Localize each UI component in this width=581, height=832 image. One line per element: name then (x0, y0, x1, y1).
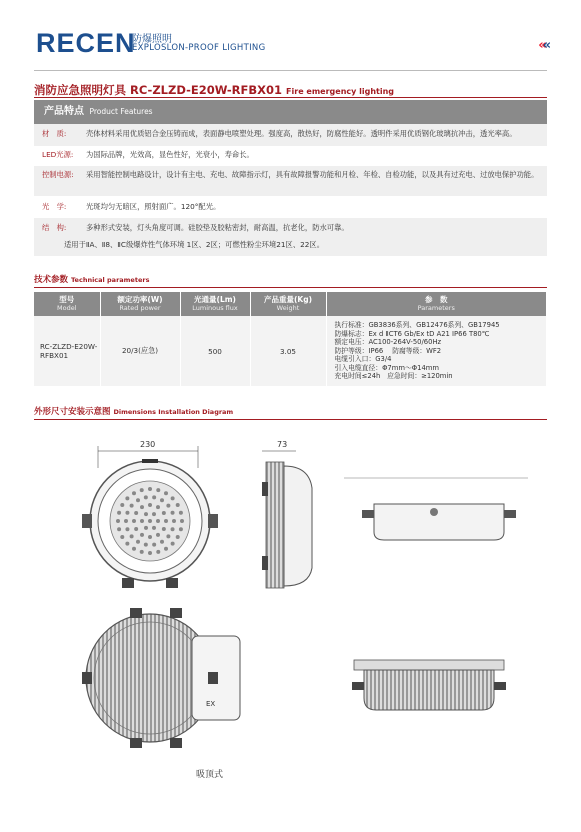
led-dot (125, 527, 129, 531)
feature-text: 为国际品牌，光效高，显色性好，光衰小，寿命长。 (86, 150, 254, 159)
feature-label: 材 质: (42, 129, 67, 138)
led-dot (164, 547, 168, 551)
led-dot (144, 512, 148, 516)
tech-title-cn: 技术参数 (34, 275, 69, 285)
side-view-drawing (262, 440, 312, 588)
led-dot (148, 519, 152, 523)
led-dot (148, 551, 152, 555)
led-dot (148, 503, 152, 507)
led-dot (144, 526, 148, 530)
spec-line: 充电时间≤24h 应急时间：≥120min (334, 372, 453, 381)
led-dot (125, 496, 129, 500)
led-dot (171, 511, 175, 515)
dimension-drawings (34, 428, 547, 788)
features-heading-cn: 产品特点 (44, 106, 84, 117)
led-dot (136, 498, 140, 502)
led-dot (164, 491, 168, 495)
led-dot (124, 519, 128, 523)
feature-text: 适用于ⅡA、Ⅱ8、ⅡC级爆炸性气体环境 1区、2区；可燃性粉尘环境21区、22区。 (64, 240, 324, 249)
led-dot (160, 540, 164, 544)
led-dot (132, 491, 136, 495)
spec-line: 执行标准：GB3836系列、GB12476系列、GB17945 (334, 321, 500, 330)
product-title-en: Fire emergency lighting (286, 87, 395, 96)
feature-text: 采用智能控制电路设计，设计有主电、充电、故障指示灯，具有故障报警功能和月检、年检、自检功能，以及具有过充电、过放电保护功能。 (86, 170, 539, 179)
led-dot (179, 527, 183, 531)
page-header (0, 0, 581, 72)
tech-params-title (34, 273, 149, 285)
pendant-view-drawing (344, 478, 528, 540)
spec-line: 防护等级：IP66 防腐等级：WF2 (334, 346, 442, 355)
led-dot (180, 519, 184, 523)
tech-params-table (34, 292, 547, 386)
led-dot (120, 503, 124, 507)
led-dot (148, 487, 152, 491)
product-title-cn: 消防应急照明灯具 RC-ZLZD-E20W-RFBX01 (34, 83, 283, 97)
led-dot (140, 488, 144, 492)
tech-title-en: Technical parameters (70, 276, 150, 284)
led-dot (140, 533, 144, 537)
front-view-drawing (82, 440, 218, 588)
spec-line: 额定电压：AC100-264V-50/60Hz (334, 338, 442, 347)
led-dot (156, 550, 160, 554)
led-dot (152, 543, 156, 547)
feature-text: 光斑均匀无暗区，照射面广。120°配光。 (86, 202, 221, 211)
table-header-row (34, 292, 547, 316)
led-dot (125, 511, 129, 515)
features-heading-en: Product Features (89, 107, 153, 116)
dimensions-title-cn: 外形尺寸安装示意图 (34, 407, 111, 417)
led-dot (156, 519, 160, 523)
led-dot (179, 511, 183, 515)
column-header: 型号 Model (34, 292, 100, 316)
led-dot (134, 511, 138, 515)
led-dot (166, 504, 170, 508)
column-header: 产品重量(Kg) Weight (250, 292, 326, 316)
chevron-left-icon: «« (538, 38, 547, 53)
led-dot (156, 488, 160, 492)
tech-title-rule (34, 287, 547, 288)
led-dot (152, 495, 156, 499)
dimensions-title-en: Dimensions Installation Diagram (113, 408, 234, 416)
ceiling-mount-drawing (352, 660, 506, 710)
led-dot (136, 540, 140, 544)
led-dot (148, 535, 152, 539)
led-dot (144, 543, 148, 547)
header-divider (34, 70, 547, 71)
led-dot (176, 535, 180, 539)
table-row (34, 316, 547, 386)
back-view-drawing (82, 608, 240, 748)
led-dot (164, 519, 168, 523)
spec-line: 电缆引入口：G3/4 (334, 355, 392, 364)
feature-row (34, 124, 547, 146)
width-dimension-label: 230 (140, 440, 156, 449)
led-dot (125, 542, 129, 546)
cell-specs (326, 316, 547, 386)
feature-label: 结 构: (42, 223, 67, 232)
feature-row (34, 198, 547, 218)
led-dot (132, 547, 136, 551)
feature-row (34, 166, 547, 196)
feature-text: 多种形式安装，灯头角度可调。硅胶垫及胶粘密封，耐高温，抗老化，防水可靠。 (86, 223, 349, 232)
mount-caption: 吸顶式 (196, 770, 224, 780)
led-dot (156, 533, 160, 537)
led-dot (171, 527, 175, 531)
brand-name-cn: 防爆照明 (132, 34, 172, 45)
led-dot (172, 519, 176, 523)
brand-logo: RECEN (36, 28, 136, 58)
column-header: 光通量(Lm) Luminous flux (180, 292, 250, 316)
spec-line: 防爆标志：Ex d ⅡCT6 Gb/Ex tD A21 IP66 T80℃ (334, 329, 490, 338)
led-dot (162, 511, 166, 515)
spec-line: 引入电缆直径：Φ7mm～Φ14mm (334, 363, 440, 372)
led-dot (171, 496, 175, 500)
dimensions-title (34, 405, 233, 417)
cell-power: 20/3(应急) (100, 316, 180, 386)
title-rule (34, 97, 547, 98)
column-header: 额定功率(W) Rated power (100, 292, 180, 316)
depth-dimension-label: 73 (277, 440, 288, 449)
cell-model: RC-ZLZD-E20W-RFBX01 (34, 316, 100, 386)
led-dot (140, 550, 144, 554)
led-dot (152, 526, 156, 530)
cell-flux: 500 (180, 316, 250, 386)
ex-marking: EX (206, 700, 216, 708)
led-dot (116, 519, 120, 523)
led-dot (156, 505, 160, 509)
led-dot (140, 519, 144, 523)
brand-name-en: EXPLOSLON-PROOF LIGHTING (132, 43, 266, 53)
led-dot (130, 504, 134, 508)
features-heading (34, 100, 547, 124)
feature-text: 壳体材料采用优质铝合金压铸而成，表面静电喷塑处理。强度高，散热好，防腐性能好。透明件采用优质钢化玻璃抗冲击，透光率高。 (86, 129, 517, 138)
feature-row (34, 146, 547, 168)
feature-row (34, 218, 547, 256)
led-dot (171, 542, 175, 546)
led-dot (120, 535, 124, 539)
led-dot (144, 495, 148, 499)
led-dot (117, 527, 121, 531)
product-title (34, 82, 394, 98)
led-dot (134, 527, 138, 531)
led-dot (152, 512, 156, 516)
led-dot (117, 511, 121, 515)
feature-label: 控制电源: (42, 170, 74, 179)
column-header: 参 数 Parameters (326, 292, 547, 316)
led-dot (130, 534, 134, 538)
feature-label: 光 学: (42, 202, 67, 211)
dimensions-title-rule (34, 419, 547, 420)
led-dot (132, 519, 136, 523)
led-dot (176, 503, 180, 507)
led-dot (140, 505, 144, 509)
led-dot (166, 534, 170, 538)
led-dot (160, 498, 164, 502)
cell-weight: 3.05 (250, 316, 326, 386)
feature-label: LED光源: (42, 150, 74, 159)
led-dot (162, 527, 166, 531)
